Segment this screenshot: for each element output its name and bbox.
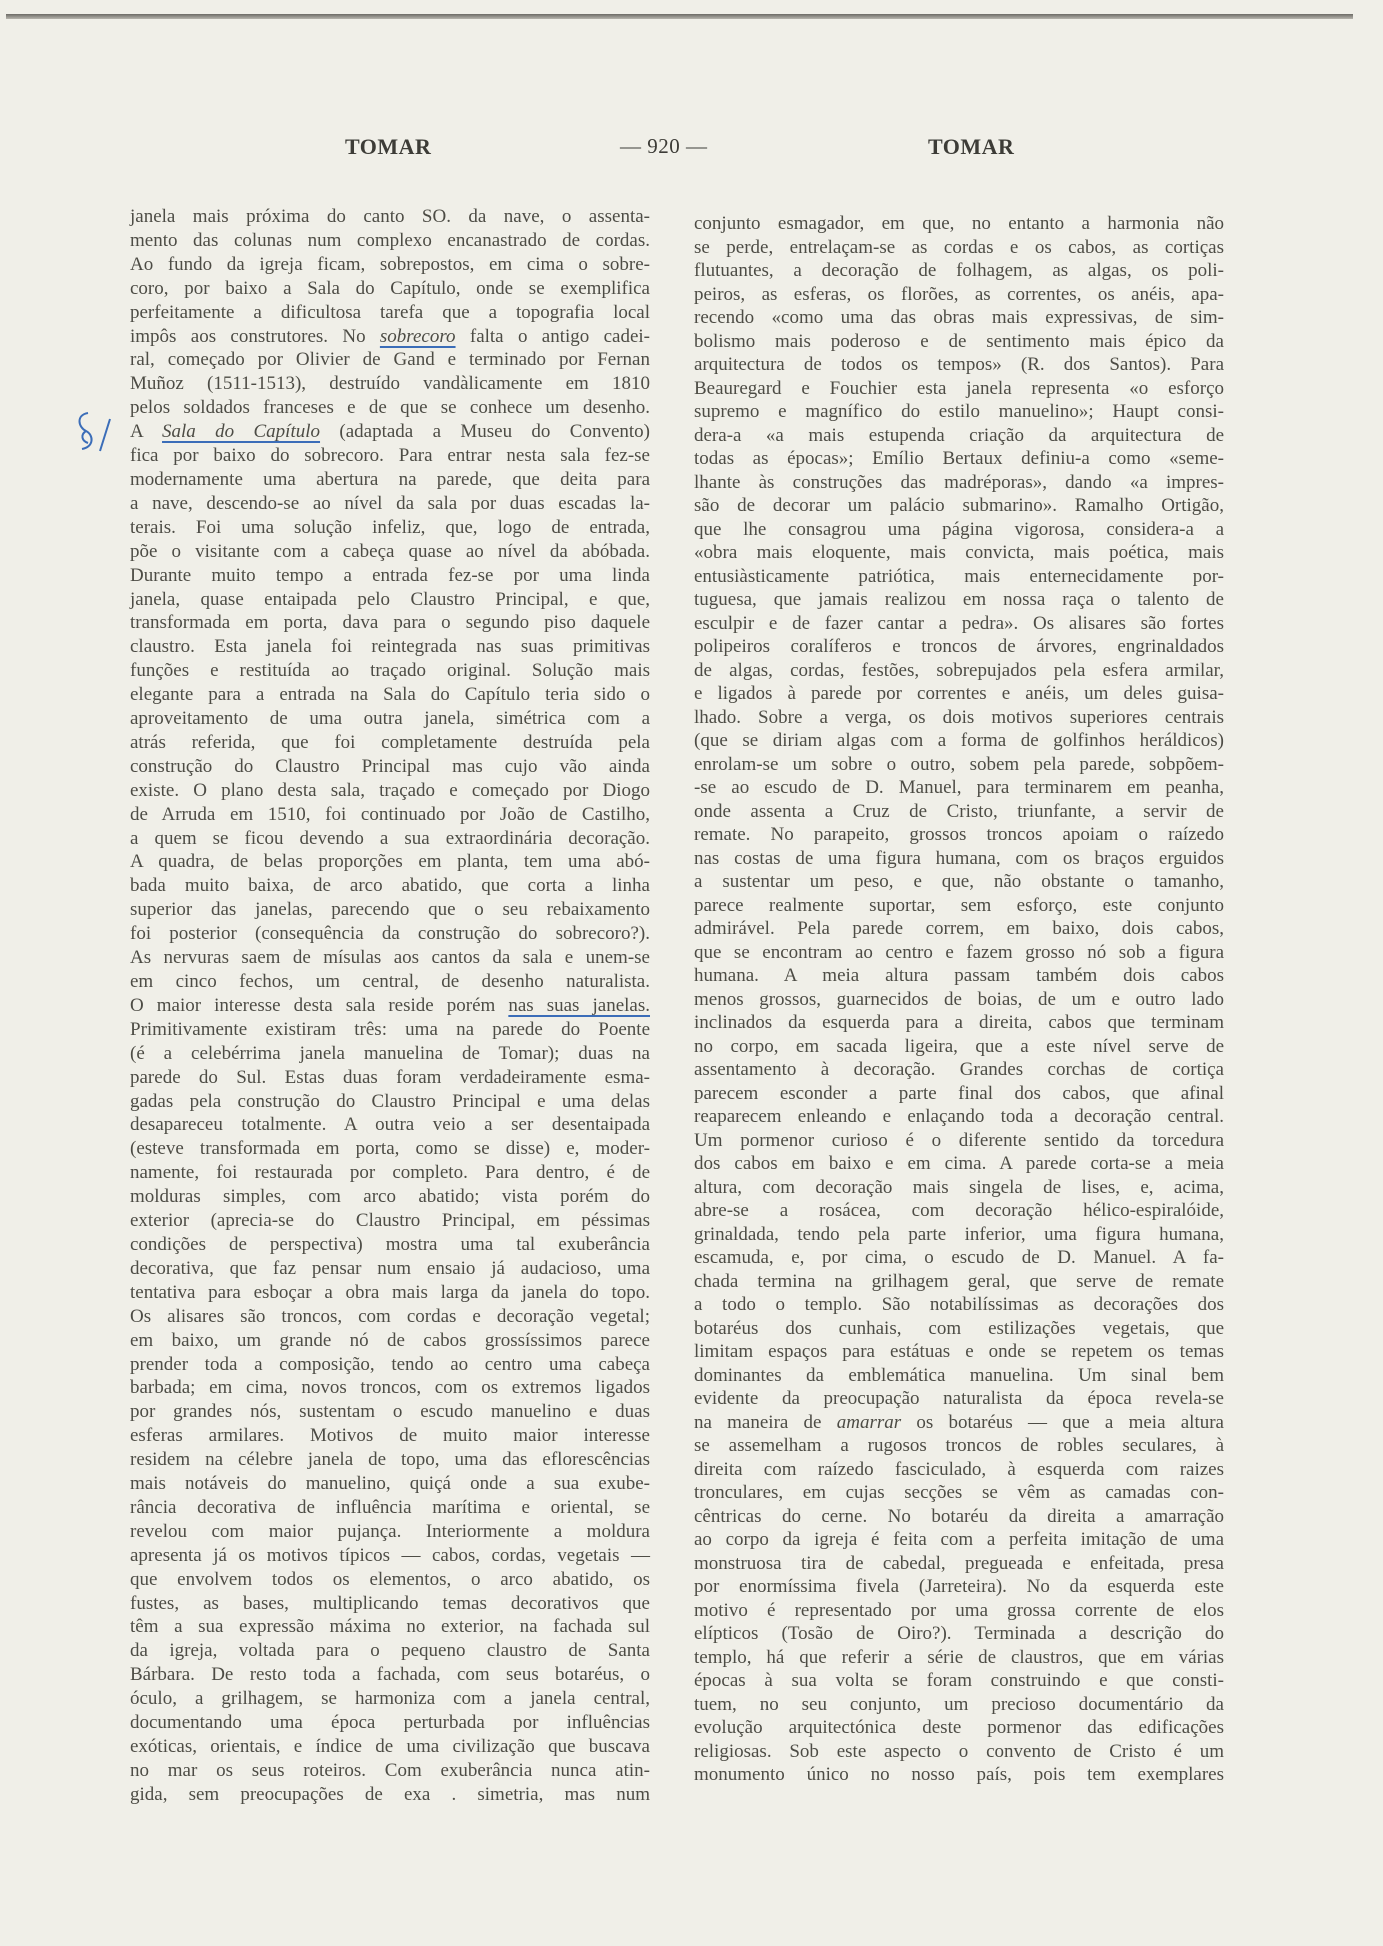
- text-line: abre-se a rosácea, com decoração hélico-espiralóide,: [694, 1200, 1224, 1221]
- running-header-right: TOMAR: [928, 134, 1015, 159]
- text-line: nas costas de uma figura humana, com os braços erguidos: [694, 847, 1224, 869]
- text-line: esculpir e de fazer cantar a pedra». Os alisares são fortes: [694, 612, 1224, 634]
- text-line: e ligados à parede por correntes e anéis, um deles guisa-: [694, 683, 1224, 704]
- text-line: arquitectura de todos os tempos» (R. dos Santos). Para: [694, 354, 1224, 375]
- text-line: As nervuras saem de mísulas aos cantos da sala e unem-se: [130, 947, 650, 969]
- text-line: admirável. Pela parede correm, em baixo, dois cabos,: [694, 918, 1224, 939]
- text-line: Um pormenor curioso é o diferente sentido da torcedura: [694, 1129, 1224, 1151]
- text-line: de Arruda em 1510, foi continuado por João de Castilho,: [130, 803, 650, 825]
- text-line: claustro. Esta janela foi reintegrada nas suas primitivas: [130, 636, 650, 658]
- text-line: lhante às construções das madréporas», dando «a impres-: [694, 471, 1224, 493]
- text-line: inclinados da esquerda para a direita, cabos que terminam: [694, 1012, 1224, 1033]
- text-line: (é a celebérrima janela manuelina de Tomar); duas na: [130, 1042, 650, 1064]
- text-line: parecem esconder a parte final dos cabos, que afinal: [694, 1082, 1224, 1104]
- text-line: flutuantes, a decoração de folhagem, as algas, os poli-: [694, 260, 1224, 281]
- text-line: templo, há que referir a série de claustros, que em várias: [694, 1646, 1224, 1668]
- text-line: se perde, entrelaçam-se as cordas e os cabos, as cortiças: [694, 236, 1224, 258]
- text-line: prender toda a composição, tendo ao centro uma cabeça: [130, 1353, 650, 1375]
- text-line: chada termina na grilhagem geral, que serve de remate: [694, 1270, 1224, 1292]
- text-line: enrolam-se um sobre o outro, sobem pela parede, sobpõem-: [694, 753, 1224, 775]
- text-line: dera-a «a mais estupenda criação da arquitectura de: [694, 424, 1224, 446]
- text-line: pelos soldados franceses e de que se conhece um desenho.: [130, 397, 650, 419]
- text-segment: falta o antigo cadei-: [455, 325, 650, 347]
- text-line: tronculares, em cujas secções se vêm as camadas con-: [694, 1482, 1224, 1503]
- text-line: grinaldada, tendo pela parte inferior, uma figura humana,: [694, 1223, 1224, 1245]
- text-line: Ao fundo da igreja ficam, sobrepostos, em cima o sobre-: [130, 253, 650, 275]
- text-line: Durante muito tempo a entrada fez-se por uma linda: [130, 564, 650, 586]
- text-line: parede do Sul. Estas duas foram verdadeiramente esma-: [130, 1066, 650, 1088]
- text-line: cêntricas do cerne. No botaréu da direita a amarração: [694, 1505, 1224, 1527]
- text-line: gida, sem preocupações de exa . simetria, mas num: [130, 1783, 650, 1805]
- text-line: rância decorativa de influência marítima e oriental, se: [130, 1496, 650, 1518]
- text-line: no mar os seus roteiros. Com exuberância nunca atin-: [130, 1759, 650, 1781]
- text-line: tentativa para esboçar a obra mais larga da janela do topo.: [130, 1281, 650, 1303]
- text-line: Os alisares são troncos, com cordas e decoração vegetal;: [130, 1305, 650, 1327]
- text-line: [130, 420, 650, 444]
- text-line: evolução arquitectónica deste pormenor das edificações: [694, 1717, 1224, 1738]
- text-line: [130, 994, 650, 1018]
- text-line: escamuda, e, por cima, o escudo de D. Manuel. A fa-: [694, 1247, 1224, 1268]
- emphasized-text: nas suas janelas.: [508, 994, 650, 1016]
- text-line: motivo é representado por uma grossa corrente de elos: [694, 1599, 1224, 1621]
- text-line: foi posterior (consequência da construção do sobrecoro?).: [130, 923, 650, 945]
- text-line: bolismo mais poderoso e de sentimento mais épico da: [694, 330, 1224, 352]
- text-line: limitam espaços para estátuas e onde se repetem os temas: [694, 1341, 1224, 1362]
- text-line: botaréus dos cunhais, com estilizações vegetais, que: [694, 1317, 1224, 1339]
- text-line: reaparecem enleando e enlaçando toda a decoração central.: [694, 1106, 1224, 1127]
- text-line: [694, 1411, 1224, 1435]
- text-line: desapareceu totalmente. A outra veio a ser desentaipada: [130, 1114, 650, 1136]
- text-line: onde assenta a Cruz de Cristo, triunfante, a servir de: [694, 800, 1224, 822]
- text-line: [130, 325, 650, 349]
- text-line: põe o visitante com a cabeça quase ao nível da abóbada.: [130, 540, 650, 562]
- text-line: elegante para a entrada na Sala do Capítulo teria sido o: [130, 684, 650, 706]
- text-line: atrás referida, que foi completamente destruída pela: [130, 731, 650, 753]
- text-line: existe. O plano desta sala, traçado e começado por Diogo: [130, 779, 650, 801]
- text-line: funções e restituída ao traçado original. Solução mais: [130, 660, 650, 682]
- text-line: apresenta já os motivos típicos — cabos, cordas, vegetais —: [130, 1544, 650, 1566]
- text-line: tuem, no seu conjunto, um precioso documentário da: [694, 1693, 1224, 1715]
- text-line: entusiàsticamente patriótica, mais enternecidamente por-: [694, 565, 1224, 587]
- text-line: que se encontram ao centro e fazem grosso nó sob a figura: [694, 941, 1224, 963]
- text-line: assentamento à decoração. Grandes corchas de cortiça: [694, 1059, 1224, 1080]
- text-line: Bárbara. De resto toda a fachada, com seus botaréus, o: [130, 1664, 650, 1686]
- text-line: monumento único no nosso país, pois tem exemplares: [694, 1764, 1224, 1785]
- text-line: construção do Claustro Principal mas cujo vão ainda: [130, 755, 650, 777]
- text-line: fica por baixo do sobrecoro. Para entrar nesta sala fez-se: [130, 445, 650, 467]
- right-text-column: [694, 212, 1224, 1787]
- text-line: da igreja, voltada para o pequeno claustro de Santa: [130, 1640, 650, 1662]
- text-line: são de decorar um palácio submarino». Ramalho Ortigão,: [694, 495, 1224, 516]
- text-line: (esteve transformada em porta, como se disse) e, moder-: [130, 1138, 650, 1160]
- text-line: perfeitamente a dificultosa tarefa que a topografia local: [130, 301, 650, 323]
- text-line: dos cabos em baixo e em cima. A parede corta-se a meia: [694, 1153, 1224, 1174]
- text-line: a todo o templo. São notabilíssimas as decorações dos: [694, 1294, 1224, 1315]
- text-line: mais notáveis do manuelino, quiçá onde a sua exube-: [130, 1473, 650, 1495]
- text-line: têm a sua expressão máxima no exterior, na fachada sul: [130, 1616, 650, 1638]
- text-line: em cinco fechos, um central, de desenho naturalista.: [130, 971, 650, 992]
- left-text-column: [130, 205, 650, 1807]
- text-line: menos grossos, guarnecidos de boias, de um e outro lado: [694, 988, 1224, 1010]
- text-segment: impôs aos construtores. No: [130, 325, 380, 347]
- text-line: Primitivamente existiram três: uma na parede do Poente: [130, 1018, 650, 1040]
- text-segment: O maior interesse desta sala reside porém: [130, 994, 509, 1016]
- text-line: janela mais próxima do canto SO. da nave, o assenta-: [130, 206, 650, 227]
- text-line: Muñoz (1511-1513), destruído vandàlicamente em 1810: [130, 373, 650, 395]
- text-line: namente, foi restaurada por completo. Para dentro, é de: [130, 1162, 650, 1184]
- text-line: a quem se ficou devendo a sua extraordinária decoração.: [130, 827, 650, 849]
- text-line: ao corpo da igreja é feita com a perfeita imitação de uma: [694, 1529, 1224, 1550]
- text-line: janela, quase entaipada pelo Claustro Principal, e que,: [130, 588, 650, 610]
- text-line: elípticos (Tosão de Oiro?). Terminada a descrição do: [694, 1623, 1224, 1644]
- emphasized-text: sobrecoro: [379, 325, 456, 347]
- text-segment: na maneira de: [694, 1411, 837, 1433]
- text-line: recendo «como uma das obras mais expressivas, de sim-: [694, 307, 1224, 328]
- text-line: coro, por baixo a Sala do Capítulo, onde se exemplifica: [130, 277, 650, 299]
- text-line: barbada; em cima, novos troncos, com os extremos ligados: [130, 1377, 650, 1399]
- scan-top-edge: [6, 14, 1353, 19]
- text-line: épocas à sua volta se foram construindo e que consti-: [694, 1670, 1224, 1691]
- text-line: (que se diriam algas com a forma de golfinhos heráldicos): [694, 730, 1224, 751]
- text-line: óculo, a grilhagem, se harmoniza com a janela central,: [130, 1688, 650, 1710]
- text-line: condições de perspectiva) mostra uma tal exuberância: [130, 1233, 650, 1255]
- page-number: — 920 —: [620, 134, 708, 158]
- text-line: «obra mais eloquente, mais convicta, mais poética, mais: [694, 542, 1224, 563]
- text-line: residem na célebre janela de topo, uma das eflorescências: [130, 1449, 650, 1471]
- text-line: no corpo, em sacada ligeira, que a este nível serve de: [694, 1035, 1224, 1057]
- text-line: exóticas, orientais, e índice de uma civilização que buscava: [130, 1736, 650, 1757]
- text-line: direita com raízedo fasciculado, à esquerda com raizes: [694, 1458, 1224, 1480]
- text-line: mento das colunas num complexo encanastrado de cordas.: [130, 229, 650, 251]
- text-line: terais. Foi uma solução infeliz, que, logo de entrada,: [130, 516, 650, 538]
- text-line: por enormíssima fivela (Jarreteira). No da esquerda este: [694, 1576, 1224, 1597]
- text-line: superior das janelas, parecendo que o seu rebaixamento: [130, 899, 650, 921]
- text-line: fustes, as bases, multiplicando temas decorativos que: [130, 1592, 650, 1614]
- text-line: parece realmente suportar, sem esforço, este conjunto: [694, 894, 1224, 916]
- text-line: remate. No parapeito, grossos troncos apoiam o raízedo: [694, 824, 1224, 845]
- emphasized-text: Sala do Capítulo: [162, 421, 321, 443]
- text-line: altura, com decoração mais singela de lises, e, acima,: [694, 1176, 1224, 1198]
- text-line: a sustentar um peso, e que, não obstante o tamanho,: [694, 871, 1224, 892]
- text-line: bada muito baixa, de arco abatido, que corta a linha: [130, 875, 650, 897]
- text-line: transformada em porta, dava para o segundo piso daquele: [130, 612, 650, 634]
- text-segment: (adaptada a Museu do Convento): [320, 421, 650, 443]
- text-line: que lhe consagrou uma página vigorosa, considera-a a: [694, 518, 1224, 540]
- text-line: supremo e magnífico do estilo manuelino»; Haupt consi-: [694, 401, 1224, 422]
- text-line: tuguesa, que jamais realizou em nossa raça o talento de: [694, 589, 1224, 610]
- text-line: decorativa, que faz pensar num ensaio já audacioso, uma: [130, 1257, 650, 1279]
- text-line: a nave, descendo-se ao nível da sala por duas escadas la-: [130, 492, 650, 514]
- running-header-left: TOMAR: [345, 134, 432, 159]
- text-line: lhado. Sobre a verga, os dois motivos superiores centrais: [694, 706, 1224, 728]
- text-line: humana. A meia altura passam também dois cabos: [694, 965, 1224, 986]
- text-line: molduras simples, com arco abatido; vista porém do: [130, 1186, 650, 1208]
- text-line: ral, começado por Olivier de Gand e terminado por Fernan: [130, 349, 650, 371]
- emphasized-text: amarrar: [836, 1411, 902, 1433]
- text-line: evidente da preocupação naturalista da época revela-se: [694, 1388, 1224, 1409]
- text-line: aproveitamento de uma outra janela, simétrica com a: [130, 708, 650, 730]
- text-line: gadas pela construção do Claustro Principal e uma delas: [130, 1090, 650, 1112]
- text-line: em baixo, um grande nó de cabos grossíssimos parece: [130, 1329, 650, 1351]
- text-line: A quadra, de belas proporções em planta, tem uma abó-: [130, 851, 650, 873]
- text-line: Beauregard e Fouchier esta janela representa «o esforço: [694, 377, 1224, 399]
- text-line: se assemelham a rugosos troncos de robles seculares, à: [694, 1435, 1224, 1456]
- text-line: polipeiros coralíferos e troncos de árvores, engrinaldados: [694, 636, 1224, 657]
- text-line: documentando uma época perturbada por influências: [130, 1712, 650, 1734]
- margin-pen-annotation-icon: [70, 405, 130, 465]
- text-line: monstruosa tira de cabedal, pregueada e enfeitada, presa: [694, 1552, 1224, 1574]
- text-line: por grandes nós, sustentam o escudo manuelino e duas: [130, 1401, 650, 1423]
- text-line: revelou com maior pujança. Interiormente a moldura: [130, 1520, 650, 1542]
- text-line: de algas, cordas, festões, sobrepujados pela esfera armilar,: [694, 659, 1224, 681]
- text-segment: os botaréus — que a meia altura: [901, 1411, 1224, 1433]
- text-line: dominantes da emblemática manuelina. Um sinal bem: [694, 1364, 1224, 1386]
- text-line: religiosas. Sob este aspecto o convento de Cristo é um: [694, 1740, 1224, 1762]
- text-line: todas as épocas»; Emílio Bertaux definiu-a como «seme-: [694, 448, 1224, 469]
- text-segment: A: [130, 421, 163, 443]
- text-line: modernamente uma abertura na parede, que deita para: [130, 468, 650, 490]
- text-line: esferas armilares. Motivos de muito maior interesse: [130, 1425, 650, 1447]
- text-line: conjunto esmagador, em que, no entanto a harmonia não: [694, 213, 1224, 234]
- text-line: que envolvem todos os elementos, o arco abatido, os: [130, 1568, 650, 1590]
- text-line: -se ao escudo de D. Manuel, para terminarem em peanha,: [694, 777, 1224, 798]
- text-line: exterior (aprecia-se do Claustro Principal, em péssimas: [130, 1210, 650, 1232]
- text-line: peiros, as esferas, os florões, as correntes, os anéis, apa-: [694, 283, 1224, 305]
